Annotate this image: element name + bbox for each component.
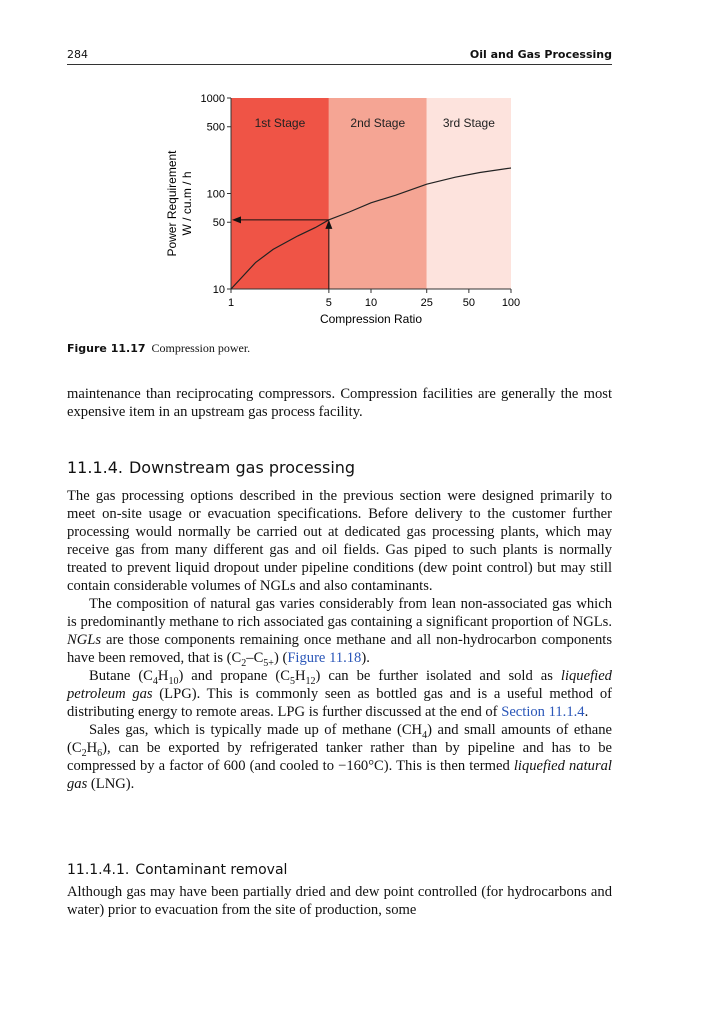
p3-text-b: H: [157, 668, 169, 684]
figure-link[interactable]: Figure 11.18: [287, 650, 362, 666]
paragraph-2: [67, 595, 612, 667]
x-axis-label: Compression Ratio: [319, 312, 423, 326]
y-axis-label-line1: Power Requirement: [165, 150, 179, 257]
x-tick-label: 100: [501, 297, 521, 309]
y-tick-label: 10: [212, 284, 225, 296]
p3-text-g: .: [584, 704, 589, 720]
section-heading: [67, 458, 355, 477]
stage-label-2: 2nd Stage: [350, 116, 406, 130]
section-number: 11.1.4.: [67, 458, 123, 477]
section-link[interactable]: Section 11.1.4: [501, 704, 585, 720]
book-title: Oil and Gas Processing: [469, 48, 612, 61]
page-number: 284: [67, 48, 88, 61]
p4-sub-2: 2: [81, 747, 87, 759]
intro-paragraph: [67, 385, 612, 421]
x-tick-label: 5: [325, 297, 332, 309]
p2-sub-2: 5+: [263, 657, 274, 669]
section-body: [67, 487, 612, 793]
p4-text-e: (LNG).: [87, 776, 135, 792]
p3-sub-3: 5: [289, 675, 295, 687]
p2-text-b: are those components remaining once methane and all non-hydrocarbon components have been removed, that is (C: [67, 632, 612, 666]
subsection-title: Contaminant removal: [135, 862, 288, 878]
p3-text-d: H: [294, 668, 306, 684]
figure-caption-text: Compression power.: [151, 341, 251, 355]
p2-text-d: ) (: [273, 650, 288, 666]
p4-sub-3: 6: [97, 747, 103, 759]
y-tick-label: 50: [212, 217, 225, 230]
x-tick-label: 50: [462, 297, 475, 309]
paragraph-1: The gas processing options described in the previous section were designed primarily to meet on-site usage or evacuation specifications. Before delivery to the customer further processing would normally be carried out at dedicated gas processing plants, which may receive gas from many different gas and oil fields. Gas piped to such plants is normally treated to prevent liquid dropout under pipeline conditions (dew point control) but may still contain considerable volumes of NGLs and also contaminants.: [67, 488, 612, 594]
x-tick-label: 25: [420, 297, 433, 309]
p3-text-a: Butane (C: [89, 668, 153, 684]
stage-label-1: 1st Stage: [254, 116, 306, 130]
p2-text-a: The composition of natural gas varies considerably from lean non-associated gas which is predominantly methane to rich associated gas containing a significant proportion of NGLs.: [67, 596, 612, 630]
compression-power-chart: [150, 85, 550, 335]
p4-text-c: H: [86, 740, 98, 756]
y-tick-label: 100: [206, 188, 225, 201]
p3-sub-1: 4: [152, 675, 158, 687]
paragraph-4: [67, 721, 612, 793]
p2-text-c: –C: [246, 650, 264, 666]
p4-emphasis: liquefied natural gas: [67, 758, 612, 792]
p4-text-b: ) and small amounts of ethane (C: [67, 722, 613, 756]
x-tick-label: 10: [364, 297, 378, 309]
p4-text-d: ), can be exported by refrigerated tanker rather than by pipeline and has to be compressed by a factor of 600 (and cooled to −160°C). This is then termed: [67, 740, 612, 774]
p4-sub-1: 4: [422, 729, 428, 741]
subsection-body: [67, 883, 612, 919]
subsection-heading: [67, 862, 287, 878]
p3-sub-2: 10: [168, 675, 179, 687]
p3-sub-4: 12: [305, 675, 316, 687]
p3-text-c: ) and propane (C: [178, 668, 290, 684]
y-tick-label: 500: [206, 121, 225, 134]
paragraph-5: Although gas may have been partially dried and dew point controlled (for hydrocarbons and water) prior to evacuation from the site of production, some: [67, 884, 612, 918]
x-tick-label: 1: [227, 297, 235, 309]
y-axis-label-line2: W / cu.m / h: [180, 171, 194, 236]
p3-emphasis: liquefied petroleum gas: [67, 668, 612, 702]
p2-text-e: ).: [361, 650, 370, 666]
p3-text-f: (LPG). This is commonly seen as bottled gas and is a useful method of distributing energy to remote areas. LPG is further discussed at the end of: [67, 686, 612, 720]
section-title: Downstream gas processing: [128, 458, 356, 477]
subsection-number: 11.1.4.1.: [67, 862, 130, 878]
running-head: [67, 44, 612, 65]
paragraph-3: [67, 667, 612, 721]
p2-sub-1: 2: [241, 657, 247, 669]
p4-text-a: Sales gas, which is typically made up of methane (CH: [89, 722, 423, 738]
figure-caption: [67, 341, 250, 356]
p3-text-e: ) can be further isolated and sold as: [315, 668, 561, 684]
y-tick-label: 1000: [200, 93, 225, 105]
figure-label: Figure 11.17: [67, 342, 146, 355]
p2-emphasis: NGLs: [67, 632, 102, 648]
stage-label-3: 3rd Stage: [442, 116, 495, 130]
paragraph-intro: maintenance than reciprocating compressors. Compression facilities are generally the most expensive item in an upstream gas process facility.: [67, 386, 612, 420]
